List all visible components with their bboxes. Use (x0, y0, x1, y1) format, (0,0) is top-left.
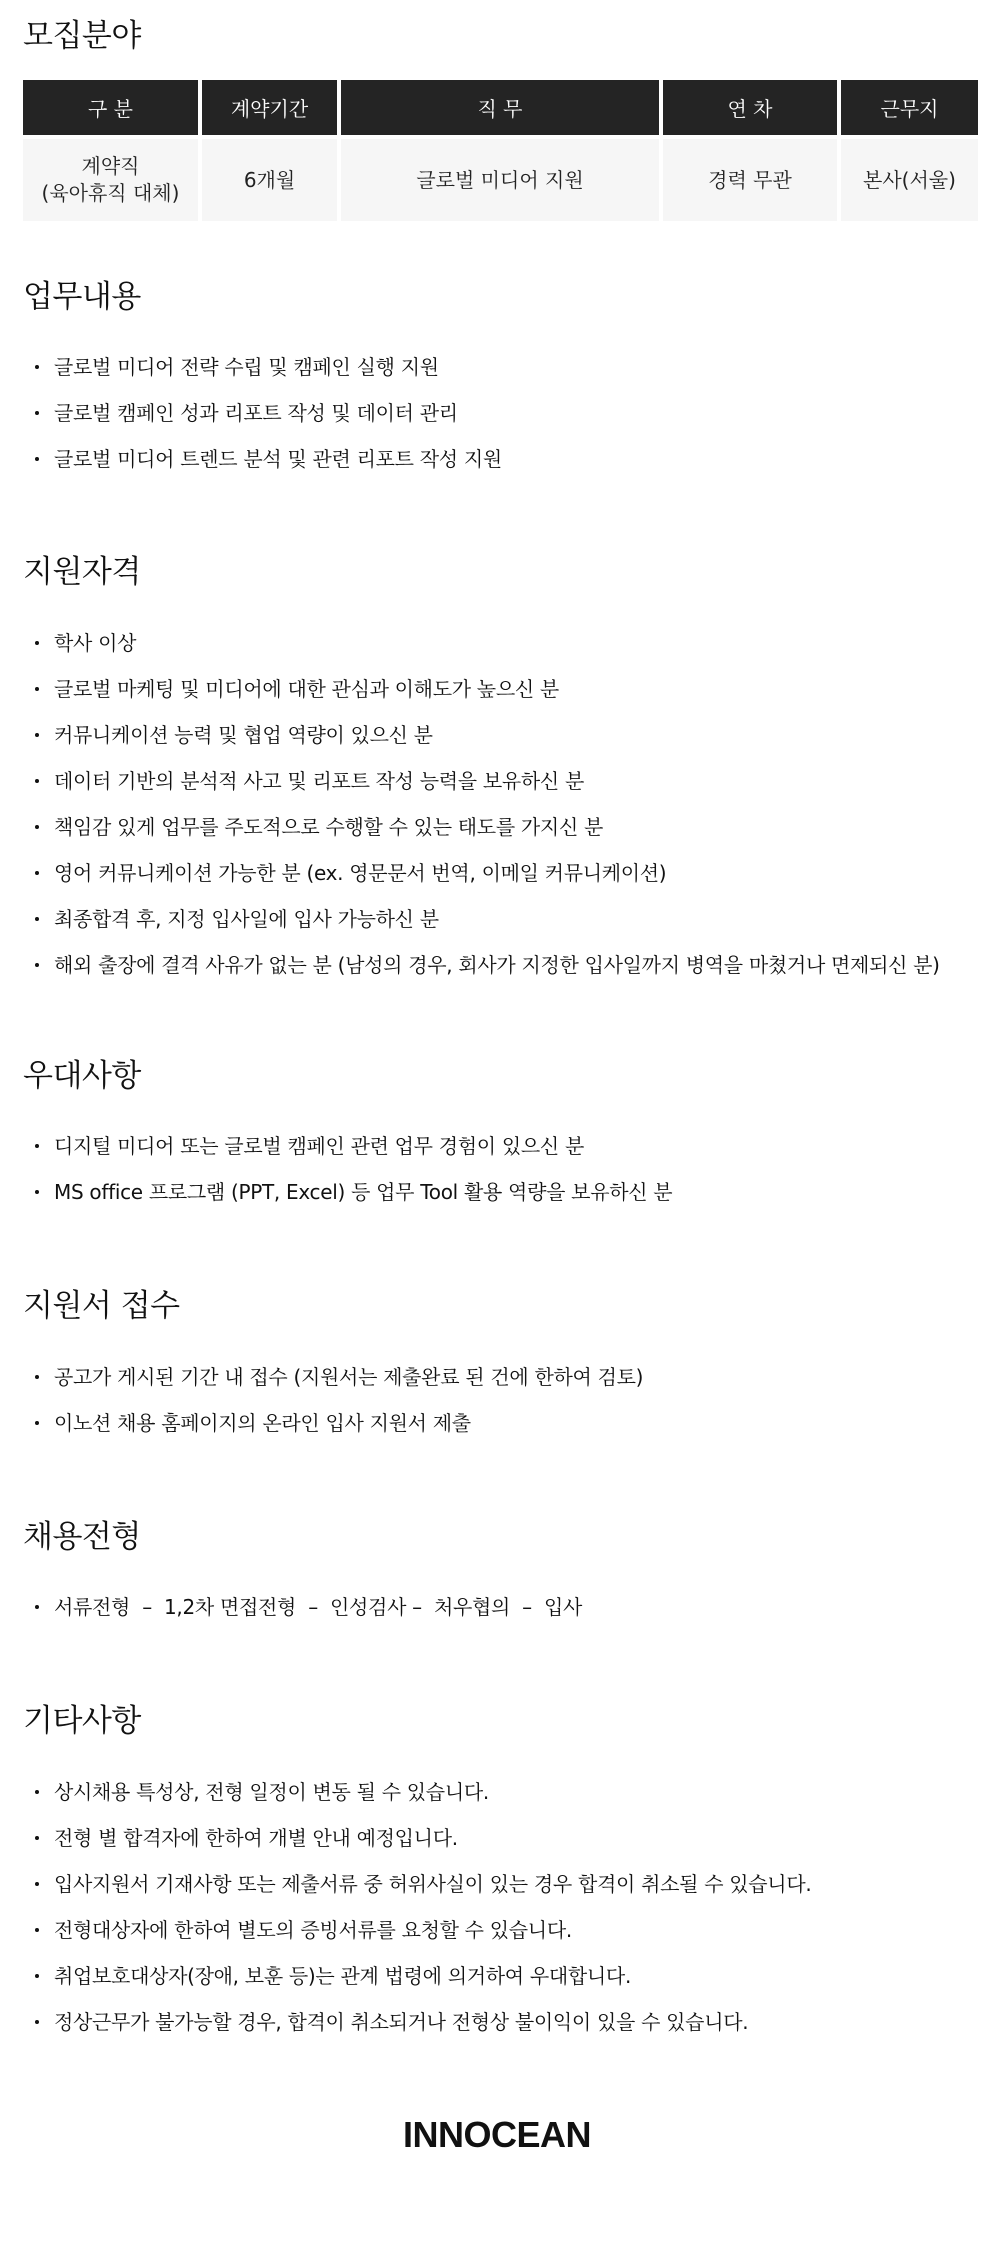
table-header-row (23, 80, 978, 139)
qualifications-list (32, 633, 940, 1001)
cell-type (23, 139, 198, 221)
header-job: 직 무 (341, 80, 659, 139)
cell-type-line2: (육아휴직 대체) (41, 181, 180, 205)
duties-section-title: 업무내용 (23, 279, 141, 315)
list-item: 디지털 미디어 또는 글로벌 캠페인 관련 업무 경험이 있으신 분 (32, 1136, 672, 1182)
application-list (32, 1367, 643, 1459)
etc-list (32, 1782, 811, 2058)
cell-experience: 경력 무관 (663, 139, 837, 221)
list-item: 데이터 기반의 분석적 사고 및 리포트 작성 능력을 보유하신 분 (32, 771, 940, 817)
table-row (23, 139, 978, 221)
preferences-section-title: 우대사항 (23, 1058, 141, 1094)
list-item: 상시채용 특성상, 전형 일정이 변동 될 수 있습니다. (32, 1782, 811, 1828)
etc-section-title: 기타사항 (23, 1703, 141, 1739)
process-list (32, 1597, 582, 1643)
list-item: 최종합격 후, 지정 입사일에 입사 가능하신 분 (32, 909, 940, 955)
cell-job: 글로벌 미디어 지원 (341, 139, 659, 221)
list-item: 책임감 있게 업무를 주도적으로 수행할 수 있는 태도를 가지신 분 (32, 817, 940, 863)
list-item: 글로벌 마케팅 및 미디어에 대한 관심과 이해도가 높으신 분 (32, 679, 940, 725)
cell-location: 본사(서울) (841, 139, 978, 221)
list-item: 이노션 채용 홈페이지의 온라인 입사 지원서 제출 (32, 1413, 643, 1459)
recruitment-table (19, 80, 982, 221)
process-section-title: 채용전형 (23, 1519, 141, 1555)
application-section-title: 지원서 접수 (23, 1288, 180, 1324)
list-item: 공고가 게시된 기간 내 접수 (지원서는 제출완료 된 건에 한하여 검토) (32, 1367, 643, 1413)
header-type: 구 분 (23, 80, 198, 139)
list-item: 취업보호대상자(장애, 보훈 등)는 관계 법령에 의거하여 우대합니다. (32, 1966, 811, 2012)
list-item: 글로벌 미디어 트렌드 분석 및 관련 리포트 작성 지원 (32, 449, 502, 495)
list-item: MS office 프로그램 (PPT, Excel) 등 업무 Tool 활용 역량을 보유하신 분 (32, 1182, 672, 1228)
innocean-logo: INNOCEAN (402, 2114, 591, 2155)
duties-list (32, 357, 502, 495)
qualifications-section-title: 지원자격 (23, 554, 141, 590)
preferences-list (32, 1136, 672, 1228)
list-item: 해외 출장에 결격 사유가 없는 분 (남성의 경우, 회사가 지정한 입사일까지 병역을 마쳤거나 면제되신 분) (32, 955, 940, 1001)
list-item: 학사 이상 (32, 633, 940, 679)
list-item: 입사지원서 기재사항 또는 제출서류 중 허위사실이 있는 경우 합격이 취소될 수 있습니다. (32, 1874, 811, 1920)
header-period: 계약기간 (202, 80, 337, 139)
header-experience: 연 차 (663, 80, 837, 139)
header-location: 근무지 (841, 80, 978, 139)
list-item: 영어 커뮤니케이션 가능한 분 (ex. 영문문서 번역, 이메일 커뮤니케이션) (32, 863, 940, 909)
cell-period: 6개월 (202, 139, 337, 221)
list-item: 전형대상자에 한하여 별도의 증빙서류를 요청할 수 있습니다. (32, 1920, 811, 1966)
list-item: 전형 별 합격자에 한하여 개별 안내 예정입니다. (32, 1828, 811, 1874)
cell-type-line1: 계약직 (81, 154, 140, 178)
list-item: 정상근무가 불가능할 경우, 합격이 취소되거나 전형상 불이익이 있을 수 있습니다. (32, 2012, 811, 2058)
list-item: 커뮤니케이션 능력 및 협업 역량이 있으신 분 (32, 725, 940, 771)
recruitment-section-title: 모집분야 (23, 18, 141, 54)
list-item: 글로벌 캠페인 성과 리포트 작성 및 데이터 관리 (32, 403, 502, 449)
list-item: 글로벌 미디어 전략 수립 및 캠페인 실행 지원 (32, 357, 502, 403)
list-item: 서류전형 – 1,2차 면접전형 – 인성검사 – 처우협의 – 입사 (32, 1597, 582, 1643)
